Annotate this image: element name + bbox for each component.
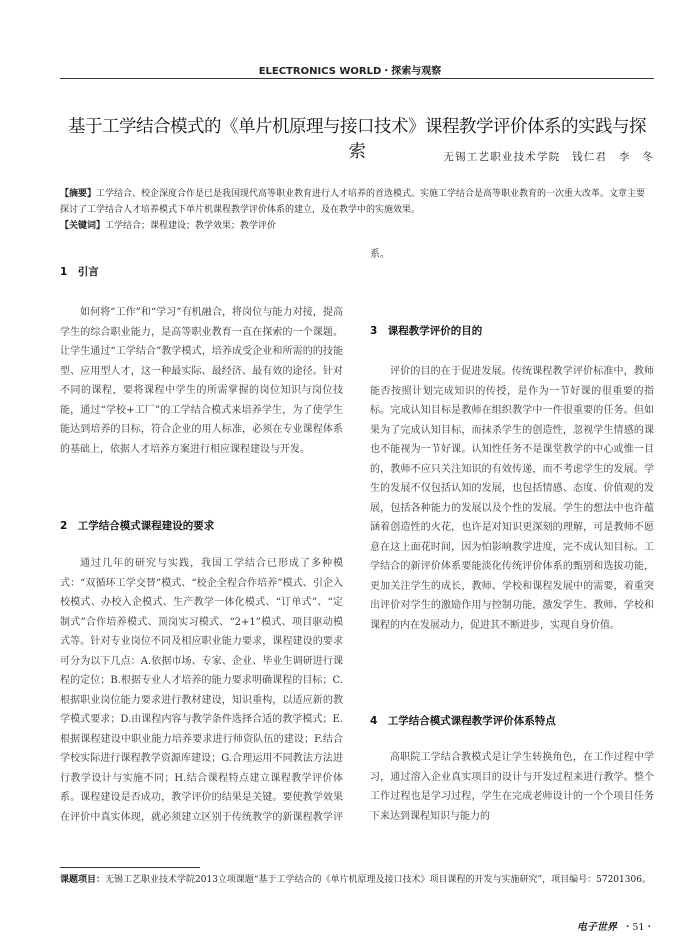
footnote-text: 无锡工艺职业技术学院2013立项课题“基于工学结合的《单片机原理及接口技术》项目课程的开发与实施研究”，项目编号：57201306。 xyxy=(105,875,651,885)
keywords xyxy=(60,218,654,234)
section-1-body xyxy=(60,303,343,459)
section-2-heading: 2 工学结合模式课程建设的要求 xyxy=(60,520,215,532)
section-3-heading-wrap xyxy=(370,322,654,342)
section-2-continuation xyxy=(370,245,654,305)
section-3-body xyxy=(370,362,654,635)
footnote xyxy=(60,872,654,888)
footnote-rule xyxy=(60,867,200,868)
section-1-heading-wrap xyxy=(60,263,343,283)
page-number: ・51・ xyxy=(622,922,654,933)
section-1-paragraph: 如何将“工作”和“学习”有机融合，将岗位与能力对接，提高学生的综合职业能力，是高等职业教育一直在探索的一个课题。让学生通过“工学结合”教学模式，培养成受企业和所需的的技能型、应用型人才，这一种最实际、最经济、最有效的途径。针对不同的课程，要将课程中学生的所需掌握的岗位知识与岗位技能，通过“学校+工厂”的工学结合模式来培养学生，为了使学生能达到培养的目标，符合企业的用人标准，必须在专业课程体系的基础上，依据人才培养方案进行相应课程建设与开发。 xyxy=(60,307,343,455)
abstract-label: 【摘要】 xyxy=(60,189,97,199)
footnote-label: 课题项目： xyxy=(60,875,106,885)
section-4-heading: 4 工学结合模式课程教学评价体系特点 xyxy=(370,715,556,727)
header-rule xyxy=(60,78,654,79)
section-2-body xyxy=(60,554,343,826)
paper-title: 基于工学结合模式的《单片机原理与接口技术》课程教学评价体系的实践与探索 xyxy=(68,117,646,162)
keywords-text: 工学结合；课程建设；教学效果；教学评价 xyxy=(105,221,277,231)
section-2-paragraph: 通过几年的研究与实践，我国工学结合已形成了多种模式：“双循环工学交替”模式、“校企全程合作培养”模式、引企入校模式、办校入企模式、生产教学一体化模式、“订单式”、“定制式”合作培养模式、顶岗实习模式、“2+1”模式、项目驱动模式等。针对专业岗位不同及相应职业能力要求，课程建设的要求可分为以下几点：A.依据市场、专家、企业、毕业生调研进行课程的定位；B.根据专业人才培养的能力要求明确课程的目标；C.根据职业岗位能力要求进行教材建设，知识重构，以适应新的教学模式要求；D.由课程内容与教学条件选择合适的教学模式；E.根据课程建设中职业能力培养要求进行师资队伍的建设；F.结合学校实际进行课程教学资源库建设；G.合理运用不同教法方法进行教学设计与实施不同；H.结合课程特点建立课程教学评价体系。课程建设是否成功，教学评价的结果是关键。要使教学效果在评价中真实体现，就必须建立区别于传统教学的新课程教学评 xyxy=(60,558,343,823)
section-4-paragraph: 高职院工学结合教模式是让学生转换角色，在工作过程中学习，通过溶入企业真实项目的设计与开发过程来进行教学。整个工作过程也是学习过程，学生在完成老师设计的一个个项目任务下来达到课程知识与能力的 xyxy=(370,752,654,822)
journal-header: ELECTRONICS WORLD・探索与观察 xyxy=(258,66,442,77)
section-3-heading: 3 课程教学评价的目的 xyxy=(370,325,483,337)
page-footer xyxy=(577,918,654,933)
section-4-heading-wrap xyxy=(370,712,654,732)
abstract-text: 工学结合、校企深度合作是已是我国现代高等职业教育进行人才培养的首选模式。实施工学结合是高等职业教育的一次重大改革。文章主要探讨了工学结合人才培养模式下单片机课程教学评价体系的建立，及在教学中的实施效果。 xyxy=(60,189,646,215)
keywords-label: 【关键词】 xyxy=(60,221,106,231)
section-4-body xyxy=(370,748,654,826)
section-1-heading: 1 引言 xyxy=(60,266,99,278)
section-3-paragraph: 评价的目的在于促进发展。传统课程教学评价标准中，教师能否按照计划完成知识的传授，是作为一节好课的很重要的指标。完成认知目标是教师在组织教学中一件很重要的任务。但如果为了完成认知目标，而抹杀学生的创造性，忽视学生情感的课也不能视为一节好课。认知性任务不是课堂教学的中心或惟一目的，教师不应只关注知识的有效传递，而不考虑学生的发展。学生的发展不仅包括认知的发展，也包括情感、态度、价值观的发展，包括各种能力的发展以及个性的发展。学生的想法中也许蕴涵着创造性的火花，也许是对知识更深刻的理解，可是教师不愿意在这上面花时间，因为怕影响教学进度，完不成认知目标。工学结合的新评价体系要能淡化传统评价体系的甄别和选拔功能，更加关注学生的成长，教师、学校和课程发展中的需要，着重突出评价对学生的激励作用与控制功能，激发学生、教师、学校和课程的内在发展动力，促进其不断进步，实现自身价值。 xyxy=(370,366,654,631)
abstract-block xyxy=(60,186,654,234)
abstract xyxy=(60,186,654,218)
section-2-continuation-text: 系。 xyxy=(370,249,390,260)
section-2-heading-wrap xyxy=(60,517,343,537)
journal-brand: 电子世界 xyxy=(576,922,617,933)
paper-authors: 无锡工艺职业技术学院 钱仁君 李 冬 xyxy=(443,151,654,163)
